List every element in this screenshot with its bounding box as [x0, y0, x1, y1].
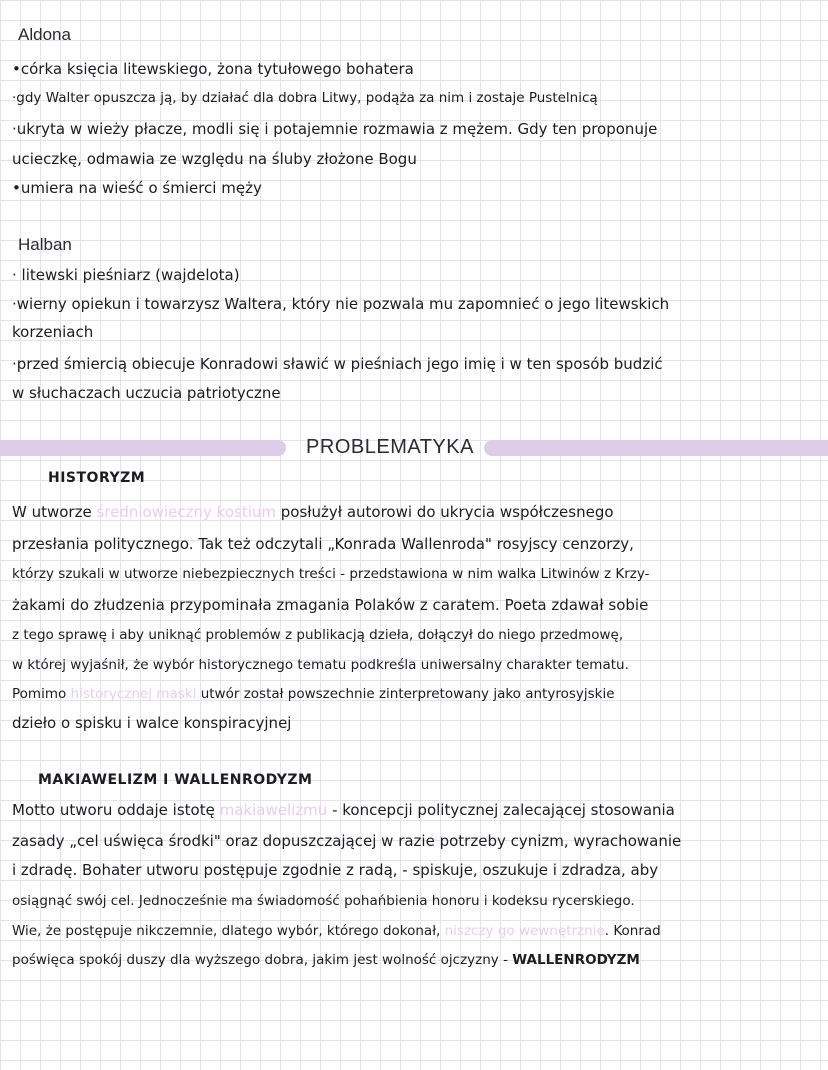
aldona-heading: Aldona — [18, 25, 71, 44]
section-title: PROBLEMATYKA — [306, 436, 474, 458]
halban-line-3: korzeniach — [12, 323, 94, 341]
historyzm-line-1: W utworze średniowieczny kostium posłużył autorowi do ukrycia współczesnego — [12, 503, 614, 521]
historyzm-line-4: żakami do złudzenia przypominała zmagania Polaków z caratem. Poeta zdawał sobie — [12, 596, 649, 614]
historyzm-line-8: dzieło o spisku i walce konspiracyjnej — [12, 714, 292, 732]
historyzm-line-2: przesłania politycznego. Tak też odczytali „Konrada Wallenroda" rosyjscy cenzorzy, — [12, 535, 634, 553]
section-banner — [0, 434, 828, 464]
halban-line-5: w słuchaczach uczucia patriotyczne — [12, 384, 281, 402]
aldona-line-2: ·gdy Walter opuszcza ją, by działać dla dobra Litwy, podąża za nim i zostaje Pustelnicą — [12, 90, 598, 106]
halban-line-4: ·przed śmiercią obiecuje Konradowi sławić w pieśniach jego imię i w ten sposób budzić — [12, 355, 663, 373]
aldona-line-1: •córka księcia litewskiego, żona tytułowego bohatera — [12, 60, 414, 78]
makiawelizm-line-4: osiągnąć swój cel. Jednocześnie ma świadomość pohańbienia honoru i kodeksu rycerskiego. — [12, 893, 635, 909]
makiawelizm-line-5: Wie, że postępuje nikczemnie, dlatego wybór, którego dokonał, niszczy go wewnętrznie. Konrad — [12, 923, 661, 939]
makiawelizm-line-6: poświęca spokój duszy dla wyższego dobra, jakim jest wolność ojczyzny - WALLENRODYZM — [12, 952, 640, 968]
highlight-sredniowieczny-kostium: średniowieczny kostium — [96, 503, 276, 521]
aldona-line-5: •umiera na wieść o śmierci męży — [12, 179, 262, 197]
highlight-niszczy-go-wewnetrznie: niszczy go wewnętrznie — [444, 923, 605, 939]
historyzm-line-6: w której wyjaśnił, że wybór historycznego tematu podkreśla uniwersalny charakter tematu. — [12, 657, 629, 673]
historyzm-line-3: którzy szukali w utworze niebezpiecznych treści - przedstawiona w nim walka Litwinów z Krzy- — [12, 566, 650, 582]
highlight-makiawelizmu: makiawelizmu — [219, 801, 328, 819]
makiawelizm-line-1: Motto utworu oddaje istotę makiawelizmu - koncepcji politycznej zalecającej stosowania — [12, 801, 675, 819]
historyzm-heading: HISTORYZM — [48, 470, 146, 486]
aldona-line-3: ·ukryta w wieży płacze, modli się i potajemnie rozmawia z mężem. Gdy ten proponuje — [12, 120, 658, 138]
wallenrodyzm-term: WALLENRODYZM — [512, 952, 640, 968]
aldona-line-4: ucieczkę, odmawia ze względu na śluby złożone Bogu — [12, 150, 417, 168]
banner-bar-right — [484, 440, 828, 456]
halban-line-2: ·wierny opiekun i towarzysz Waltera, który nie pozwala mu zapomnieć o jego litewskich — [12, 295, 670, 313]
halban-heading: Halban — [18, 235, 72, 254]
historyzm-line-7: Pomimo historycznej maski utwór został powszechnie zinterpretowany jako antyrosyjskie — [12, 686, 615, 702]
highlight-historycznej-maski: historycznej maski — [70, 686, 197, 702]
makiawelizm-line-2: zasady „cel uświęca środki" oraz dopuszczającej w razie potrzeby cynizm, wyrachowanie — [12, 832, 682, 850]
historyzm-line-5: z tego sprawę i aby uniknąć problemów z publikacją dzieła, dołączył do niego przedmowę, — [12, 627, 624, 643]
makiawelizm-heading: MAKIAWELIZM I WALLENRODYZM — [38, 772, 313, 788]
halban-line-1: · litewski pieśniarz (wajdelota) — [12, 266, 240, 284]
makiawelizm-line-3: i zdradę. Bohater utworu postępuje zgodnie z radą, - spiskuje, oszukuje i zdradza, aby — [12, 861, 659, 879]
banner-bar-left — [0, 440, 286, 456]
